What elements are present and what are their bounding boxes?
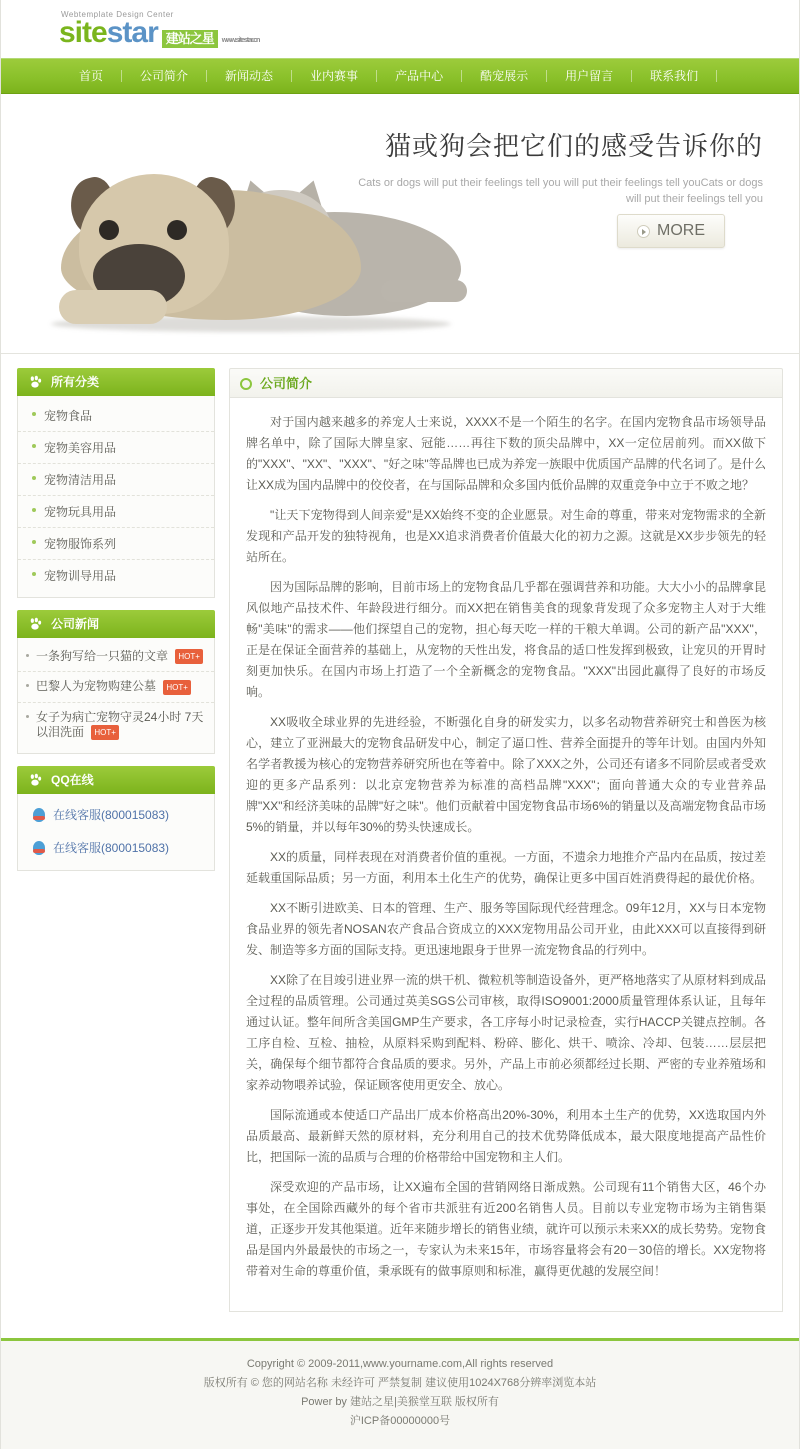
news-item-label: 一条狗写给一只猫的文章 — [36, 649, 169, 663]
categories-panel — [17, 368, 215, 598]
main-column — [229, 368, 783, 1312]
nav-item-contact[interactable]: 联系我们 — [650, 69, 699, 83]
banner-title: 猫或狗会把它们的感受告诉你的 — [384, 131, 763, 161]
qq-contact-item[interactable] — [18, 798, 214, 831]
hot-badge: HOT+ — [175, 649, 203, 664]
news-item-label: 女子为病亡宠物守灵24小时 7天以泪洗面 — [36, 709, 204, 739]
logo-cn-badge: 建站之星 — [162, 30, 218, 48]
qq-panel-body — [17, 794, 215, 871]
site-footer — [1, 1338, 799, 1449]
article-title: 公司简介 — [260, 376, 313, 391]
category-item-apparel[interactable]: 宠物服饰系列 — [18, 528, 214, 560]
logo-text-star: star — [106, 16, 158, 49]
play-arrow-icon — [637, 225, 650, 238]
logo-text-site: site — [59, 16, 107, 49]
qq-penguin-icon — [32, 806, 46, 823]
categories-panel-title: 所有分类 — [51, 375, 100, 389]
banner-text-block — [343, 126, 763, 207]
hot-badge: HOT+ — [163, 680, 191, 695]
paw-icon — [27, 616, 43, 632]
category-item-toys[interactable]: 宠物玩具用品 — [18, 496, 214, 528]
nav-item-guestbook[interactable]: 用户留言 — [565, 69, 614, 83]
article-paragraph: XX的质量，同样表现在对消费者价值的重视。一方面，不遗余力地推介产品内在品质，按过差延载重国际品质；另一方面，利用本土化生产的优势，确保让更多中国百姓消费得起的最优价格。 — [246, 850, 767, 885]
nav-item-home[interactable]: 首页 — [79, 69, 104, 83]
categories-panel-body — [17, 396, 215, 598]
qq-contact-label: 在线客服(800015083) — [53, 840, 170, 855]
footer-powered-by: Power by 建站之星|美猴堂互联 版权所有 — [301, 1396, 499, 1408]
article-paragraph: "让天下宠物得到人间亲爱"是XX始终不变的企业愿景。对生命的尊重，带来对宠物需求的全新发现和产品开发的独特视角，也是XX追求消费者价值最大化的初力之源。这就是XX步步领先的轻站所在。 — [246, 508, 766, 564]
nav-item-showcase[interactable]: 酷宠展示 — [480, 69, 529, 83]
dog-eye-left — [99, 220, 119, 240]
category-item-cleaning[interactable]: 宠物清洁用品 — [18, 464, 214, 496]
main-navigation — [1, 58, 799, 94]
banner-more-label: MORE — [657, 222, 705, 239]
circle-icon — [240, 378, 252, 390]
news-panel-body — [17, 638, 215, 754]
logo-text — [59, 18, 259, 48]
nav-item-events[interactable]: 业内赛事 — [310, 69, 359, 83]
sidebar — [17, 368, 215, 1312]
news-panel-title: 公司新闻 — [51, 617, 100, 631]
qq-panel-title: QQ在线 — [51, 772, 94, 787]
article-body — [229, 398, 783, 1312]
article-paragraph: 对于国内越来越多的养宠人士来说，XXXX不是一个陌生的名字。在国内宠物食品市场领导品牌名单中，除了国际大牌皇家、冠能……再往下数的顶尖品牌中，XX一定位居前列。而XX做下的"XXX"、"XX"、"XXX"、"好之味"等品牌也已成为养宠一族眼中优质国产品牌的代名词了。是什么让XX成为国内品牌中的佼佼者，在与国际品牌和众多国内低价品牌的双重竞争中立于不败之地？ — [246, 415, 766, 492]
hero-banner — [1, 94, 799, 354]
category-item-food[interactable]: 宠物食品 — [18, 400, 214, 432]
article-paragraph: XX除了在目竣引进业界一流的烘干机、微粒机等制造设备外，更严格地落实了从原材料到成品全过程的品质管理。公司通过英美SGS公司审核，取得ISO9001:2000质量管理体系认证，且每年通过认证。整年间所含美国GMP生产要求，各工序每小时记录检查，实行HACCP关键点控制。各工序自检、互检、抽检，从原料采购到配料、粉碎、膨化、烘干、喷涂、冷却、包装……层层把关，确保每个细节都符合食品质的要求。另外，产品上市前必须都经过长期、严密的专业养殖场和家养动物喂养试验，保证顾客使用更安全、放心。 — [246, 973, 767, 1092]
category-item-training[interactable]: 宠物训导用品 — [18, 560, 214, 591]
logo[interactable] — [59, 10, 799, 48]
news-item[interactable] — [18, 642, 214, 672]
paw-icon — [27, 772, 43, 788]
article-paragraph: 因为国际品牌的影响，目前市场上的宠物食品几乎都在强调营养和功能。大大小小的品牌拿昆风似地产品技术件、年龄段进行细分。而XX把在销售美食的现象背发现了众多宠物主人对于大维畅"美味"的需求——他们探望自己的宠物，担心每天吃一样的干粮大单调。公司的新产品"XXX"，正是在保证全面营养的基础上，从宠物的天性出发，将食品的适口性发挥到极致，让宠贝的开胃时刻更加快乐。在国内市场上打造了一个全新概念的宠物食品。"XXX"出园此赢得了良好的市场反响。 — [246, 580, 766, 699]
qq-penguin-icon — [32, 839, 46, 856]
news-item[interactable] — [18, 672, 214, 702]
news-item-label: 巴黎人为宠物购建公墓 — [36, 679, 157, 694]
nav-item-about[interactable]: 公司简介 — [140, 69, 189, 83]
site-header — [1, 0, 799, 58]
article-paragraph: 深受欢迎的产品市场，让XX遍布全国的营销网络日渐成熟。公司现有11个销售大区，46个办事处，在全国除西藏外的每个省市共派驻有近200名销售人员。目前以专业宠物市场为主销售渠道，正逐步开发其他渠道。近年来随步增长的销售业绩，就许可以预示未来XX的成长势势。宠物食品是国内外最最快的市场之一，专家认为未来15年，市场容量将会有20－30倍的增长。XX宠物将带着对生命的尊重价值，秉承既有的做事原则和标准，赢得更优越的发展空间！ — [246, 1180, 767, 1278]
footer-rights-cn: 版权所有 © 您的网站名称 未经许可 严禁复制 建议使用1024X768分辨率浏览本站 — [203, 1377, 597, 1389]
dog-paw — [59, 290, 167, 324]
paw-icon — [27, 374, 43, 390]
footer-copyright: Copyright © 2009-2011,www.yourname.com,All rights reserved — [246, 1358, 554, 1370]
qq-contact-label: 在线客服(800015083) — [53, 807, 170, 822]
nav-item-products[interactable]: 产品中心 — [395, 69, 444, 83]
article-paragraph: XX吸收全球业界的先进经验，不断强化自身的研发实力，以多名动物营养研究士和兽医为核心，建立了亚洲最大的宠物食品研发中心，制定了逼口性、营养全面提升的等年计划。由国内外知名学者教援为核心的宠物营养研究所也在等着中。除了XXX之外，公司还有诸多不同阶层或者受欢迎的更多产品系列：以北京宠物营养为标准的高档品牌"XXX"；面向普通大众的专业营养品牌"XX"和经济美味的品牌"好之味"。他们贡献着中国宠物食品市场6%的销量以及高端宠物食品市场5%的销量，并以每年30%的势头快速成长。 — [246, 715, 766, 834]
article-paragraph: 国际流通或本使适口产品出厂成本价格高出20%-30%，利用本土生产的优势，XX选取国内外品质最高、最新鲜天然的原材料，充分利用自己的技术优势降低成本，最大限度地提高产品性价比，把国际一流的品质与合理的价格带给中国宠物和主人们。 — [246, 1108, 766, 1164]
news-item[interactable] — [18, 703, 214, 747]
article-header — [229, 368, 783, 398]
banner-more-button[interactable] — [617, 214, 725, 248]
article-paragraph: XX不断引进欧美、日本的管理、生产、服务等国际现代经营理念。09年12月，XX与日本宠物食品业界的领先者NOSAN农产食品合资成立的XXX宠物用品公司开业，由此XXX可以直接得到研发、制造等多方面的国际支持。更迅速地跟身于世界一流宠物食品的行列中。 — [246, 901, 766, 957]
category-item-grooming[interactable]: 宠物美容用品 — [18, 432, 214, 464]
logo-url: www.sitestar.cn — [221, 37, 260, 44]
news-panel — [17, 610, 215, 754]
footer-icp: 沪ICP备00000000号 — [349, 1415, 451, 1427]
nav-item-news[interactable]: 新闻动态 — [225, 69, 274, 83]
hot-badge: HOT+ — [91, 725, 119, 740]
qq-panel-header — [17, 766, 215, 794]
cat-tail — [381, 280, 467, 302]
news-panel-header — [17, 610, 215, 638]
dog-eye-right — [167, 220, 187, 240]
nav-separator — [716, 70, 717, 82]
qq-panel — [17, 766, 215, 871]
categories-panel-header — [17, 368, 215, 396]
logo-tagline: Webtemplate Design Center — [61, 10, 174, 19]
page-content — [1, 354, 799, 1334]
banner-subtitle: Cats or dogs will put their feelings tell you will put their feelings tell youCats or dogs will put their feelings tell you — [358, 177, 763, 205]
qq-contact-item[interactable] — [18, 831, 214, 864]
